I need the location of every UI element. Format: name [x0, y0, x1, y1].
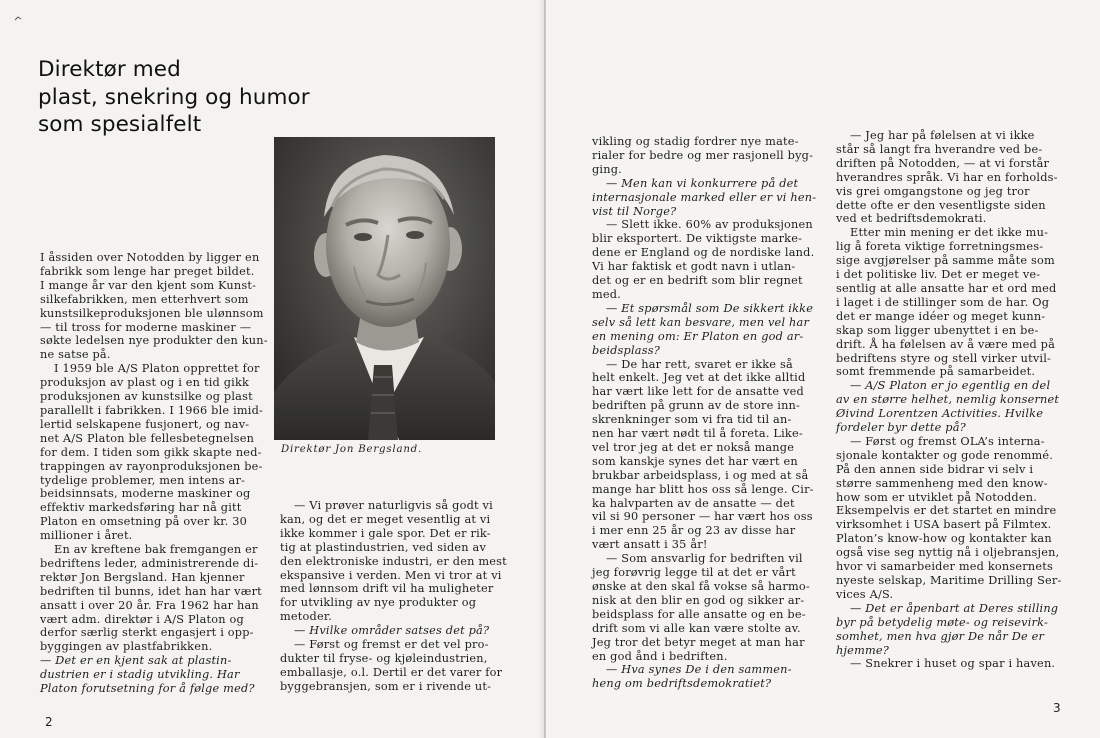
text-line: drift. Å ha følelsen av å være med på	[836, 337, 1056, 351]
text-line: mange har blitt hos oss så lenge. Cir-	[592, 482, 814, 496]
text-line: vikling og stadig fordrer nye mate-	[592, 135, 799, 148]
text-line: emballasje, o.l. Dertil er det varer for	[280, 665, 503, 679]
text-line: metoder.	[280, 610, 333, 624]
text-line: — til tross for moderne maskiner —	[40, 320, 252, 334]
text-line: byr på betydelig møte- og reisevirk-	[836, 615, 1048, 629]
text-line: det er mange idéer og meget kunn-	[836, 309, 1046, 323]
text-line: skrenkninger som vi fra tid til an-	[592, 413, 792, 427]
text-line: — Men kan vi konkurrere på det	[606, 176, 799, 190]
text-line: jeg forøvrig legge til at det er vårt	[592, 566, 796, 580]
text-column-1	[40, 251, 268, 696]
text-line: Platon forutsetning for å følge med?	[40, 682, 255, 696]
text-line: byggingen av plastfabrikken.	[40, 640, 213, 654]
title-line-1: Direktør med	[38, 57, 181, 82]
text-line: en mening om: Er Platon en god ar-	[592, 329, 804, 343]
text-line: lig å foreta viktige forretningsmes-	[836, 240, 1044, 254]
text-column-3	[592, 135, 832, 691]
text-line: vices A/S.	[836, 587, 894, 601]
text-line: vil si 90 personer — har vært hos oss	[592, 510, 813, 524]
text-line: nen har vært nødt til å foreta. Like-	[592, 427, 803, 441]
text-line: vis grei omgangstone og jeg tror	[836, 184, 1030, 198]
article-title	[38, 56, 310, 139]
text-line: På den annen side bidrar vi selv i	[836, 462, 1034, 476]
text-line: står så langt fra hverandre ved be-	[836, 142, 1043, 156]
title-line-3: som spesialfelt	[38, 112, 202, 137]
text-line: i mer enn 25 år og 23 av disse har	[592, 524, 796, 538]
text-line: Jeg tror det betyr meget at man har	[592, 635, 805, 649]
text-line: større sammenheng med den know-	[836, 476, 1048, 490]
text-line: hvor vi samarbeider med konsernets	[836, 560, 1053, 574]
text-line: net A/S Platon ble fellesbetegnelsen	[40, 431, 255, 445]
text-line: bedriftens leder, administrerende di-	[40, 556, 259, 570]
text-line: driften på Notodden, — at vi forstår	[836, 156, 1050, 170]
text-line: for dem. I tiden som gikk skapte ned-	[40, 445, 262, 459]
text-line: fabrikk som lenge har preget bildet.	[40, 264, 255, 278]
text-line: ved et bedriftsdemokrati.	[836, 212, 987, 226]
text-line: — Hvilke områder satses det på?	[294, 624, 490, 638]
text-line: I 1959 ble A/S Platon opprettet for	[54, 362, 260, 376]
text-line: byggebransjen, som er i rivende ut-	[280, 679, 492, 693]
text-line: med.	[592, 287, 622, 301]
text-line: Etter min mening er det ikke mu-	[850, 226, 1049, 240]
text-line: effektiv markedsføring har nå gitt	[40, 501, 242, 515]
text-line: ne satse på.	[40, 348, 111, 362]
text-line: ønske at den skal få vokse så harmo-	[592, 580, 810, 593]
text-line: silkefabrikken, men etterhvert som	[40, 292, 249, 306]
photo-caption: Direktør Jon Bergsland.	[281, 444, 423, 455]
text-line: — Som ansvarlig for bedriften vil	[606, 552, 803, 566]
portrait-photo	[274, 137, 495, 440]
text-line: dette ofte er den vesentligste siden	[836, 198, 1046, 212]
text-line: bedriften til bunns, idet han har vært	[40, 584, 262, 598]
text-line: Platon’s know-how og kontakter kan	[836, 532, 1052, 546]
text-column-2	[280, 499, 507, 694]
text-line: ekspansive i verden. Men vi tror at vi	[280, 568, 502, 582]
text-line: har vært like lett for de ansatte ved	[592, 385, 804, 399]
text-line: vært adm. direktør i A/S Platon og	[40, 612, 244, 626]
text-line: — Et spørsmål som De sikkert ikke	[606, 301, 814, 315]
text-line: how som er utviklet på Notodden.	[836, 490, 1038, 504]
text-line: rektør Jon Bergsland. Han kjenner	[40, 570, 245, 584]
text-line: som kanskje synes det har vært en	[592, 454, 798, 468]
text-line: — Hva synes De i den sammen-	[606, 663, 792, 677]
text-line: beidsinnsats, moderne maskiner og	[40, 487, 251, 501]
text-line: bedriften på grunn av de store inn-	[592, 399, 801, 413]
text-line: dene er England og de nordiske land.	[592, 246, 815, 260]
text-line: sjonale kontakter og gode renommé.	[836, 448, 1054, 462]
text-line: parallellt i fabrikken. I 1966 ble imid-	[40, 403, 264, 417]
text-line: også vise seg nyttig nå i oljebransjen,	[836, 546, 1060, 560]
text-line: — Snekrer i huset og spar i haven.	[850, 657, 1056, 671]
left-page	[0, 0, 545, 738]
text-line: produksjon av plast og i en tid gikk	[40, 376, 250, 390]
text-line: — Slett ikke. 60% av produksjonen	[606, 218, 813, 232]
text-line: dustrien er i stadig utvikling. Har	[40, 668, 240, 682]
text-line: nyeste selskap, Maritime Drilling Ser-	[836, 574, 1062, 587]
text-line: helt enkelt. Jeg vet at det ikke alltid	[592, 371, 806, 385]
text-line: selv så lett kan besvare, men vel har	[592, 315, 810, 329]
text-line: av en større helhet, nemlig konsernet	[836, 393, 1060, 407]
text-line: skap som ligger ubenyttet i en be-	[836, 323, 1039, 337]
text-line: tydelige problemer, men intens ar-	[40, 473, 246, 487]
text-line: fordeler byr dette på?	[836, 421, 966, 435]
text-line: det og er en bedrift som blir regnet	[592, 274, 803, 288]
text-line: kunstsilkeproduksjonen ble ulønnsom	[40, 306, 264, 320]
title-line-2: plast, snekring og humor	[38, 84, 310, 110]
page-number-left: 2	[45, 715, 53, 729]
text-line: hverandres språk. Vi har en forholds-	[836, 170, 1058, 184]
text-line: somt fremmende på samarbeidet.	[836, 365, 1036, 379]
text-line: i det politiske liv. Det er meget ve-	[836, 268, 1041, 282]
text-line: heng om bedriftsdemokratiet?	[592, 677, 772, 691]
text-line: brukbar arbeidsplass, i og med at så	[592, 468, 809, 482]
text-line: — Det er en kjent sak at plastin-	[40, 654, 232, 668]
text-line: dukter til fryse- og kjøleindustrien,	[280, 651, 488, 665]
text-line: i laget i de stillinger som de har. Og	[836, 295, 1050, 309]
text-line: rialer for bedre og mer rasjonell byg-	[592, 148, 814, 162]
text-line: somhet, men hva gjør De når De er	[836, 629, 1045, 643]
text-line: vist til Norge?	[592, 204, 677, 218]
text-line: vært ansatt i 35 år!	[592, 538, 708, 552]
text-line: — Det er åpenbart at Deres stilling	[850, 601, 1059, 615]
corner-mark	[12, 10, 26, 24]
text-line: I mange år var den kjent som Kunst-	[40, 278, 257, 292]
text-line: Eksempelvis er det startet en mindre	[836, 504, 1057, 518]
text-line: bedriftens styre og stell virker utvil-	[836, 351, 1052, 365]
text-line: — Først og fremst er det vel pro-	[294, 638, 489, 652]
text-line: lertid selskapene fusjonert, og nav-	[40, 417, 250, 431]
text-line: ansatt i over 20 år. Fra 1962 har han	[40, 598, 259, 612]
text-line: sige avgjørelser på samme måte som	[836, 254, 1055, 268]
text-line: En av kreftene bak fremgangen er	[54, 543, 258, 557]
text-line: blir eksportert. De viktigste marke-	[592, 232, 803, 246]
text-line: Vi har faktisk et godt navn i utlan-	[592, 260, 796, 274]
text-line: beidsplass?	[592, 343, 660, 357]
text-line: — Jeg har på følelsen at vi ikke	[850, 129, 1035, 142]
text-line: ka halvparten av de ansatte — det	[592, 496, 795, 510]
text-line: produksjonen av kunstsilke og plast	[40, 390, 253, 404]
text-line: trappingen av rayonproduksjonen be-	[40, 459, 263, 473]
text-line: I åssiden over Notodden by ligger en	[40, 251, 260, 264]
text-line: Platon en omsetning på over kr. 30	[40, 515, 248, 529]
text-column-4	[836, 129, 1076, 671]
text-line: vel tror jeg at det er nokså mange	[592, 440, 795, 454]
text-line: ikke kommer i gale spor. Det er rik-	[280, 526, 491, 540]
text-line: virksomhet i USA basert på Filmtex.	[836, 518, 1052, 532]
text-line: for utvikling av nye produkter og	[280, 596, 477, 610]
text-line: — A/S Platon er jo egentlig en del	[850, 379, 1051, 393]
text-line: tig at plastindustrien, ved siden av	[280, 540, 487, 554]
page-number-right: 3	[1053, 701, 1061, 715]
text-line: internasjonale marked eller er vi hen-	[592, 190, 817, 204]
text-line: den elektroniske industri, er den mest	[280, 554, 507, 568]
text-line: beidsplass for alle ansatte og en be-	[592, 607, 806, 621]
text-line: drift som vi alle kan være stolte av.	[592, 621, 801, 635]
text-line: kan, og det er meget vesentlig at vi	[280, 512, 491, 526]
text-line: Øivind Lorentzen Activities. Hvilke	[836, 407, 1044, 421]
text-line: ging.	[592, 162, 622, 176]
text-line: en god ånd i bedriften.	[592, 649, 728, 663]
text-line: med lønnsom drift vil ha muligheter	[280, 582, 494, 596]
text-line: nisk at den blir en god og sikker ar-	[592, 593, 805, 607]
text-line: sentlig at alle ansatte har et ord med	[836, 281, 1057, 295]
text-line: derfor særlig sterkt engasjert i opp-	[40, 626, 254, 640]
text-line: søkte ledelsen nye produkter den kun-	[40, 334, 268, 348]
text-line: — De har rett, svaret er ikke så	[606, 357, 793, 371]
text-line: — Vi prøver naturligvis så godt vi	[294, 499, 493, 512]
text-line: — Først og fremst OLA’s interna-	[850, 434, 1045, 448]
text-line: hjemme?	[836, 643, 890, 657]
text-line: millioner i året.	[40, 529, 133, 543]
